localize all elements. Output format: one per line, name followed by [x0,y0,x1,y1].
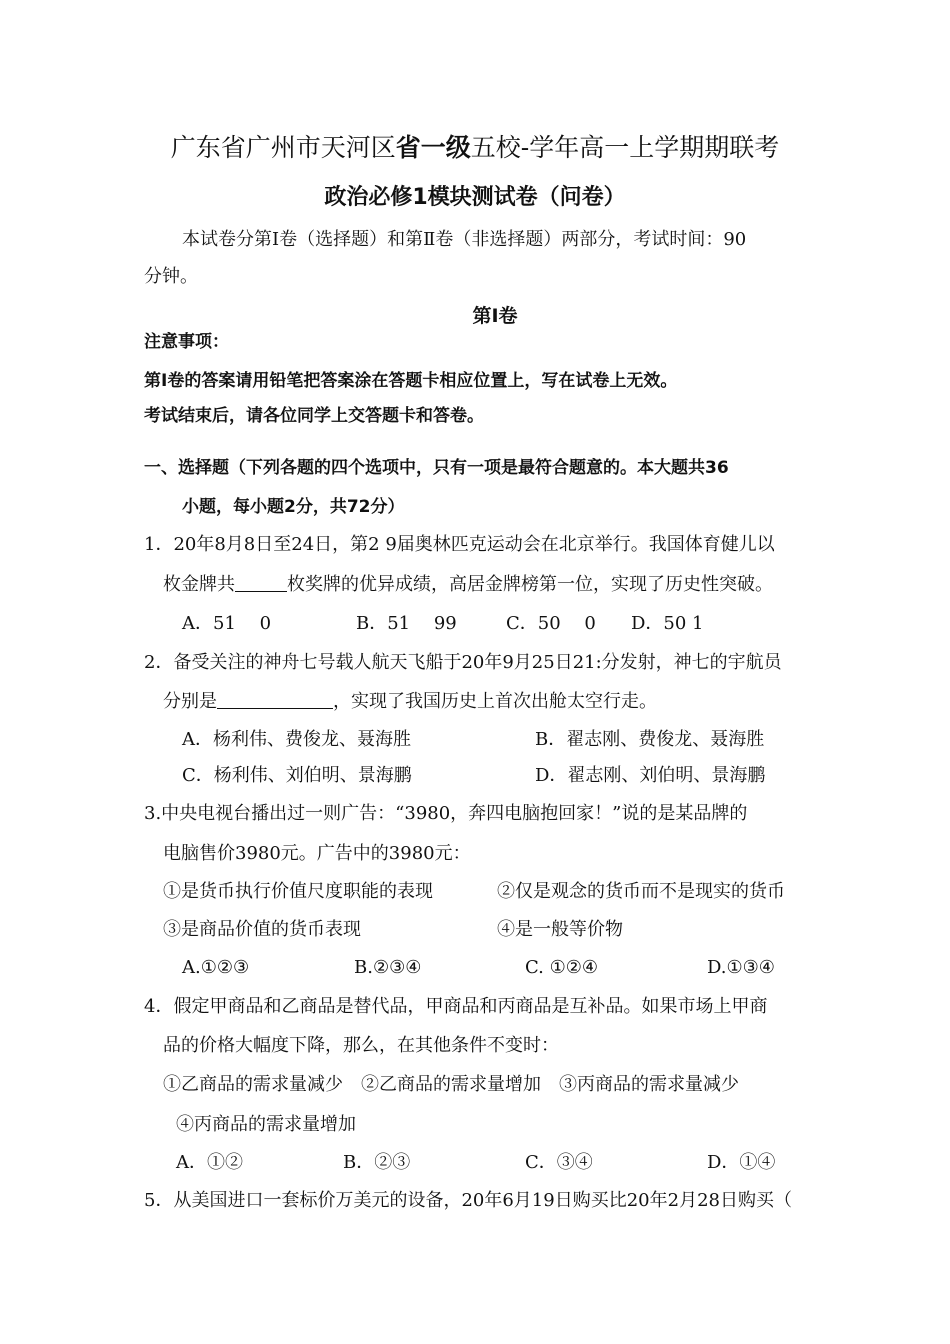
q4-item-4: ④丙商品的需求量增加 [176,1114,356,1135]
q1-answer-blank [235,573,287,592]
notice-title: 注意事项： [144,332,229,352]
q1-line-2-pre: 枚金牌共 [163,574,235,595]
q1-line-1: 1．20年8月8日至24日，第2 9届奥林匹克运动会在北京举行。我国体育健儿以 [144,534,775,555]
q2-option-a: A．杨利伟、费俊龙、聂海胜 [182,729,411,750]
q3-option-a: A.①②③ [182,957,250,978]
q4-line-1: 4．假定甲商品和乙商品是替代品，甲商品和丙商品是互补品。如果市场上甲商 [144,996,768,1017]
q2-option-b: B．翟志刚、费俊龙、聂海胜 [535,729,765,750]
intro-line-2: 分钟。 [144,266,198,287]
q1-option-d: D．50 1 [631,613,704,634]
title-bold: 省一级 [395,133,471,162]
q1-line-2 [163,573,773,597]
q2-option-c: C．杨利伟、刘伯明、景海鹏 [182,765,412,786]
q3-item-4: ④是一般等价物 [497,919,623,940]
title-part1: 广东省广州市天河区 [170,133,396,162]
part1-heading-line-2: 小题，每小题2分，共72分） [182,497,405,517]
q3-line-2: 电脑售价3980元。广告中的3980元： [163,843,471,864]
intro-line-1: 本试卷分第Ⅰ卷（选择题）和第Ⅱ卷（非选择题）两部分，考试时间：90 [182,229,747,250]
title-part2: 五校-学年高一上学期期联考 [470,133,780,162]
q3-option-d: D.①③④ [707,957,775,978]
q4-option-c: C．③④ [525,1152,593,1173]
q4-option-b: B．②③ [343,1152,411,1173]
q5-line-1: 5．从美国进口一套标价万美元的设备，20年6月19日购买比20年2月28日购买（ [144,1190,792,1211]
exam-subtitle: 政治必修1模块测试卷（问卷） [324,185,626,210]
q1-option-b: B．51 99 [356,613,457,634]
q1-option-a: A．51 0 [182,613,272,634]
q4-option-a: A．①② [176,1152,243,1173]
q2-answer-blank [217,690,333,709]
q4-items-line: ①乙商品的需求量减少 ②乙商品的需求量增加 ③丙商品的需求量减少 [163,1074,739,1095]
q3-item-2: ②仅是观念的货币而不是现实的货币 [497,881,785,902]
q2-line-2-pre: 分别是 [163,691,217,712]
q1-line-2-post: 枚奖牌的优异成绩，高居金牌榜第一位，实现了历史性突破。 [287,574,773,595]
q3-line-1: 3.中央电视台播出过一则广告：“3980，奔四电脑抱回家！”说的是某品牌的 [144,803,748,824]
q4-option-d: D．①④ [707,1152,776,1173]
q2-line-2 [163,690,657,714]
q3-item-1: ①是货币执行价值尺度职能的表现 [163,881,433,902]
section-label: 第Ⅰ卷 [472,305,518,327]
q2-option-d: D．翟志刚、刘伯明、景海鹏 [535,765,766,786]
notice-line-1: 第Ⅰ卷的答案请用铅笔把答案涂在答题卡相应位置上，写在试卷上无效。 [144,371,678,391]
notice-line-2: 考试结束后，请各位同学上交答题卡和答卷。 [144,406,484,426]
q1-option-c: C．50 0 [506,613,596,634]
q3-option-b: B.②③④ [354,957,422,978]
q3-item-3: ③是商品价值的货币表现 [163,919,361,940]
q4-line-2: 品的价格大幅度下降，那么，在其他条件不变时： [163,1035,559,1056]
part1-heading-line-1: 一、选择题（下列各题的四个选项中，只有一项是最符合题意的。本大题共36 [144,458,729,478]
q3-option-c: C. ①②④ [525,957,598,978]
exam-title [0,132,950,164]
q2-line-1: 2．备受关注的神舟七号载人航天飞船于20年9月25日21:分发射，神七的宇航员 [144,652,782,673]
q2-line-2-post: ，实现了我国历史上首次出舱太空行走。 [333,691,657,712]
